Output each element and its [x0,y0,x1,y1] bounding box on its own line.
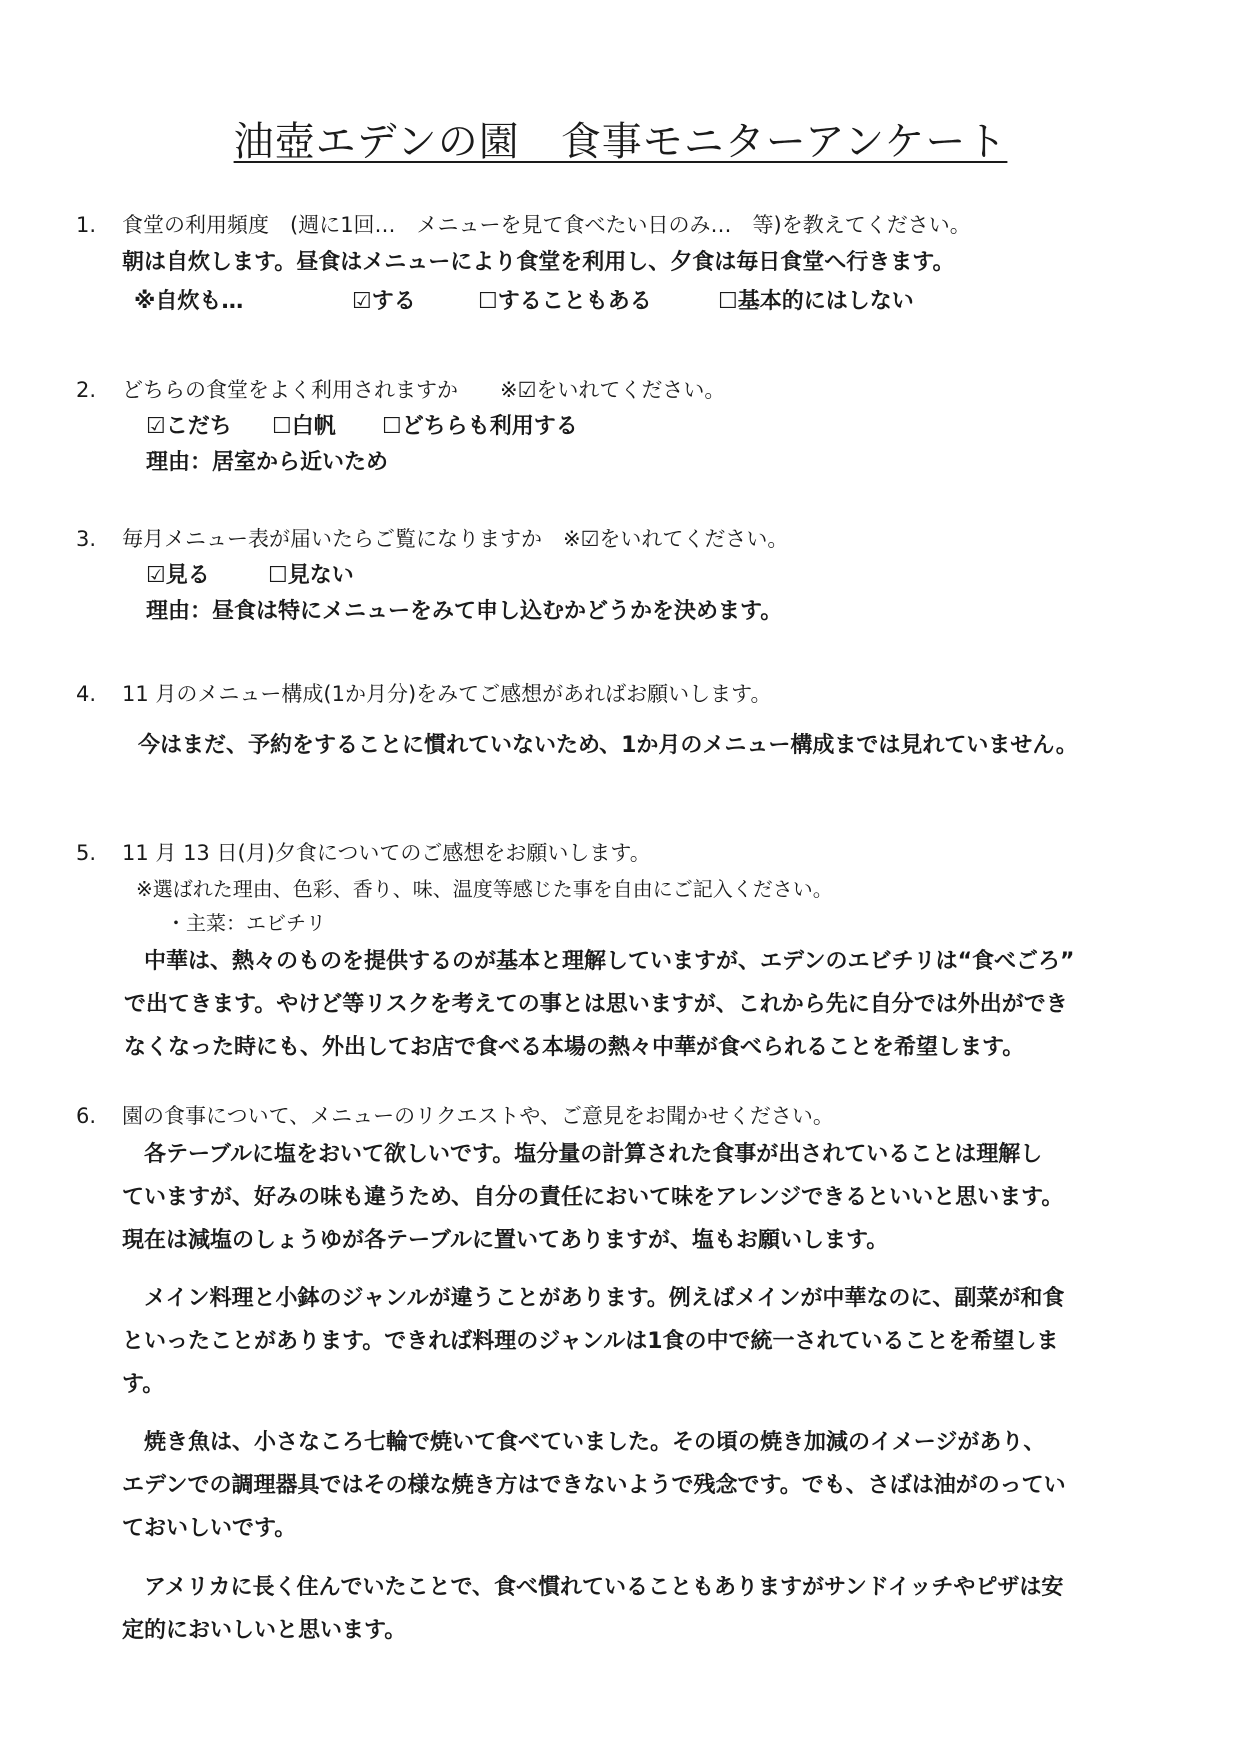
question-text: 毎月メニュー表が届いたらご覧になりますか ※☑をいれてください。 [122,527,789,551]
answer-6-paragraph [122,1133,1182,1262]
self-cook-label: ※自炊も… [134,289,244,314]
question-1 [76,208,971,242]
answer-line: 現在は減塩のしょうゆが各テーブルに置いてありますが、塩もお願いします。 [122,1228,889,1253]
question-4 [76,677,771,711]
question-6 [76,1099,834,1133]
question-number: 1. [76,213,97,237]
answer-6-paragraph [122,1566,1182,1652]
answer-line: 焼き魚は、小さなころ七輪で焼いて食べていました。その頃の焼き加減のイメージがあり、 [122,1430,1046,1455]
option-unchecked: ☐どちらも利用する [382,414,578,439]
option-checked: ☑する [352,289,416,314]
answer-6-paragraph [122,1277,1182,1406]
reason-2: 理由：居室から近いため [146,450,389,475]
answer-line: で出てきます。やけど等リスクを考えての事とは思いますが、これから先に自分では外出ができ [124,992,1068,1017]
question-number: 4. [76,682,97,706]
question-3 [76,522,788,556]
option-unchecked: ☐基本的にはしない [718,289,914,314]
page-title: 油壺エデンの園 食事モニターアンケート [233,119,1008,165]
option-unchecked: ☐することもある [478,289,652,314]
option-checked: ☑こだち [146,414,232,439]
answer-6-paragraph [122,1421,1182,1550]
answer-1: 朝は自炊します。昼食はメニューにより食堂を利用し、夕食は毎日食堂へ行きます。 [122,250,955,275]
answer-line: といったことがあります。できれば料理のジャンルは1食の中で統一されていることを希望しま [122,1329,1059,1354]
question-2 [76,373,725,407]
question-number: 6. [76,1104,97,1128]
main-dish-label: ・主菜：エビチリ [166,911,326,935]
answer-line: ておいしいです。 [122,1516,297,1541]
question-number: 3. [76,527,97,551]
answer-line: す。 [122,1372,165,1397]
answer-line: 中華は、熱々のものを提供するのが基本と理解していますが、エデンのエビチリは“食べごろ” [144,949,1075,974]
question-text: 園の食事について、メニューのリクエストや、ご意見をお聞かせください。 [122,1104,834,1128]
question-5 [76,836,651,870]
answer-line: なくなった時にも、外出してお店で食べる本場の熱々中華が食べられることを希望します。 [124,1035,1025,1060]
reason-3: 理由：昼食は特にメニューをみて申し込むかどうかを決めます。 [146,599,783,624]
answer-line: アメリカに長く住んでいたことで、食べ慣れていることもありますがサンドイッチやピザは安 [122,1575,1064,1600]
question-text: 食堂の利用頻度 (週に1回… メニューを見て食べたい日のみ… 等)を教えてください。 [122,213,971,237]
answer-5 [124,940,1184,1069]
option-checked: ☑見る [146,563,210,588]
question-number: 2. [76,378,97,402]
question-text: どちらの食堂をよく利用されますか ※☑をいれてください。 [122,378,726,402]
question-number: 5. [76,841,97,865]
answer-line: メイン料理と小鉢のジャンルが違うことがあります。例えばメインが中華なのに、副菜が和食 [122,1286,1065,1311]
option-unchecked: ☐見ない [268,563,354,588]
answer-line: ていますが、好みの味も違うため、自分の責任において味をアレンジできるといいと思います。 [122,1185,1064,1210]
question-text: 11 月のメニュー構成(1か月分)をみてご感想があればお願いします。 [122,682,772,706]
question-text: 11 月 13 日(月)夕食についてのご感想をお願いします。 [122,841,651,865]
answer-line: エデンでの調理器具ではその様な焼き方はできないようで残念です。でも、さばは油がのってい [122,1473,1066,1498]
answer-line: 定的においしいと思います。 [122,1618,407,1643]
answer-line: 各テーブルに塩をおいて欲しいです。塩分量の計算された食事が出されていることは理解し [122,1142,1043,1167]
question-5-note: ※選ばれた理由、色彩、香り、味、温度等感じた事を自由にご記入ください。 [136,877,833,901]
answer-4: 今はまだ、予約をすることに慣れていないため、1か月のメニュー構成までは見れていません。 [138,733,1078,758]
option-unchecked: ☐白帆 [272,414,336,439]
